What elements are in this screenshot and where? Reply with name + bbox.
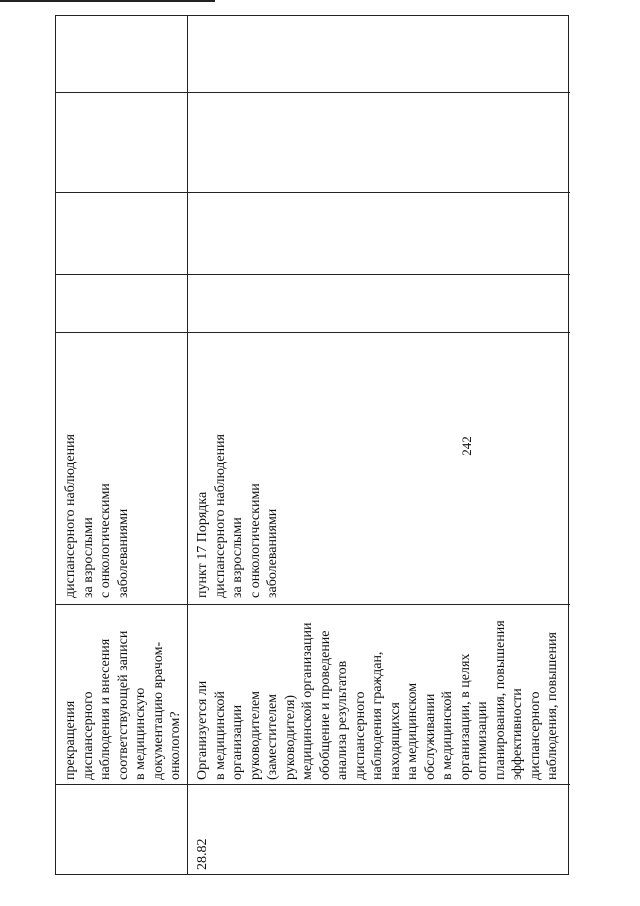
checklist-table [55, 15, 569, 875]
answer-yes-cell [188, 274, 570, 332]
not-applicable-cell [188, 92, 570, 192]
legal-reference-cell: диспансерного наблюдения за взрослыми с онкологическими заболеваниями [56, 332, 187, 604]
scan-edge-line [0, 0, 215, 2]
not-applicable-cell [56, 92, 187, 192]
notes-cell [56, 14, 187, 92]
question-cell: Организуется ли в медицинской организации руководителем (заместителем руководителя) медицинской организации обобщение и проведение анализа результатов диспансерного наблюдения граждан, находящихся на медицинском обслуживании в медицинской организации, в целях оптимизации планирования, повышения эффективности диспансерного наблюдения, повышения [188, 604, 570, 784]
page-number: 242 [459, 436, 474, 456]
table-row [56, 16, 188, 874]
notes-cell [188, 14, 570, 92]
legal-reference-cell: пункт 17 Порядка диспансерного наблюдения за взрослыми с онкологическими заболеваниями [188, 332, 570, 604]
row-number-cell [56, 784, 187, 874]
answer-yes-cell [56, 274, 187, 332]
answer-no-cell [56, 192, 187, 274]
row-number-cell: 28.82 [188, 784, 570, 874]
table-row [188, 16, 570, 874]
question-cell: прекращения диспансерного наблюдения и внесения соответствующей записи в медицинскую документацию врачом- онкологом? [56, 604, 187, 784]
answer-no-cell [188, 192, 570, 274]
